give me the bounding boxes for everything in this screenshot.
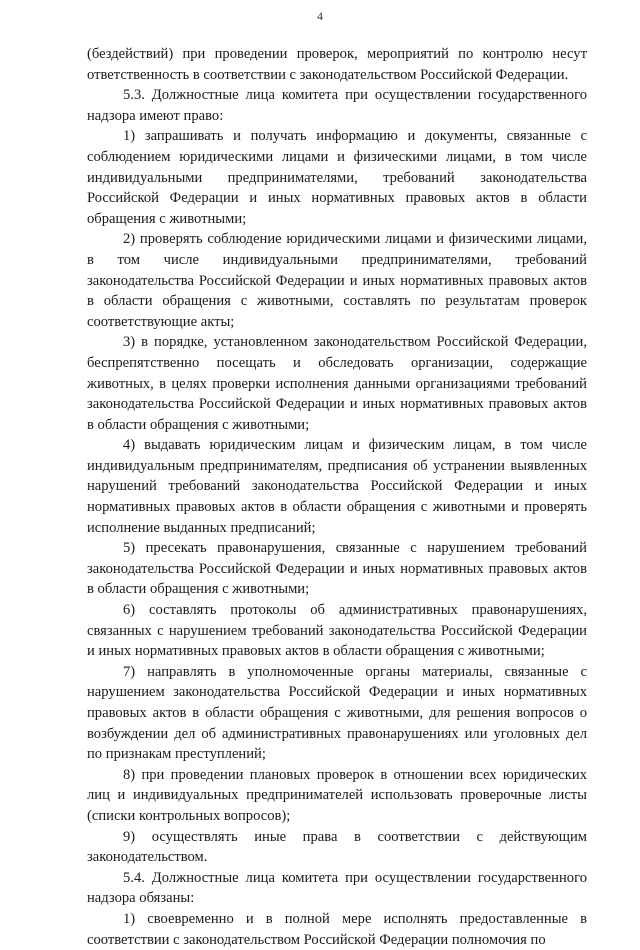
list-item-5-3-5: 5) пресекать правонарушения, связанные с нарушением требований законодательства Российской Федерации и иных нормативных правовых актов в области обращения с животными; bbox=[87, 540, 587, 598]
list-item-5-3-4: 4) выдавать юридическим лицам и физическим лицам, в том числе индивидуальным предпринимателям, предписания об устранении выявленных нарушений требований законодательства Российской Федерации и иных нормативных правовых актов в области обращения с животными и проверять исполнение выданных предписаний; bbox=[87, 437, 587, 536]
list-item-5-3-9: 9) осуществлять иные права в соответствии с действующим законодательством. bbox=[87, 828, 587, 866]
list-item-5-4-1: 1) своевременно и в полной мере исполнять предоставленные в соответствии с законодательством Российской Федерации полномочия по bbox=[87, 910, 587, 948]
list-item-5-3-6: 6) составлять протоколы об административных правонарушениях, связанных с нарушением требований законодательства Российской Федерации и иных нормативных правовых актов в области обращения с животными; bbox=[87, 602, 587, 660]
list-item-5-3-7: 7) направлять в уполномоченные органы материалы, связанные с нарушением законодательства Российской Федерации и иных нормативных правовых актов в области обращения с животными, для решения вопросов о возбуждении дел об административных правонарушениях или уголовных дел по признакам преступлений; bbox=[87, 663, 587, 763]
paragraph-5-3: 5.3. Должностные лица комитета при осуществлении государственного надзора имеют право: bbox=[87, 87, 587, 124]
paragraph-continuation: (бездействий) при проведении проверок, мероприятий по контролю несут ответственность в соответствии с законодательством Российской Федерации. bbox=[87, 46, 587, 83]
list-item-5-3-8: 8) при проведении плановых проверок в отношении всех юридических лиц и индивидуальных предпринимателей использовать проверочные листы (списки контрольных вопросов); bbox=[87, 766, 587, 824]
list-item-5-3-1: 1) запрашивать и получать информацию и документы, связанные с соблюдением юридическими лицами и физическими лицами, в том числе индивидуальными предпринимателями, требований законодательства Российской Федерации и иных нормативных правовых актов в области обращения с животными; bbox=[87, 128, 587, 227]
paragraph-5-4: 5.4. Должностные лица комитета при осуществлении государственного надзора обязаны: bbox=[87, 869, 587, 907]
document-body bbox=[87, 44, 587, 950]
page-number: 4 bbox=[317, 9, 323, 23]
list-item-5-3-3: 3) в порядке, установленном законодательством Российской Федерации, беспрепятственно посещать и обследовать организации, содержащие животных, в целях проверки исполнения данными организациями требований законодательства Российской Федерации и иных нормативных правовых актов в области обращения с животными; bbox=[87, 334, 587, 433]
list-item-5-3-2: 2) проверять соблюдение юридическими лицами и физическими лицами, в том числе индивидуальными предпринимателями, требований законодательства Российской Федерации и иных нормативных правовых актов в области обращения с животными, составлять по результатам проверок соответствующие акты; bbox=[87, 231, 587, 330]
